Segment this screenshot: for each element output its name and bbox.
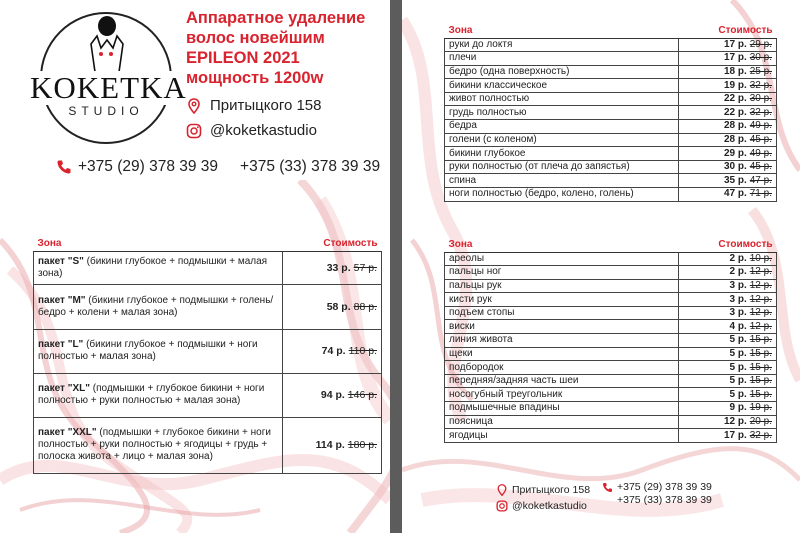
- instagram[interactable]: [186, 122, 317, 139]
- price: 5 р.: [729, 361, 747, 373]
- old-price: 12 р.: [749, 266, 772, 278]
- table-row: [445, 147, 777, 161]
- price: 3 р.: [729, 293, 747, 305]
- price: 28 р.: [723, 120, 747, 132]
- zone-name: ягодицы: [449, 429, 488, 441]
- table-row: [445, 188, 777, 202]
- table-row: [445, 120, 777, 134]
- table-row: [445, 361, 777, 375]
- zone-name: плечи: [449, 52, 477, 64]
- headline-line: мощность 1200w: [186, 69, 324, 87]
- table-row: [445, 160, 777, 174]
- address: [186, 97, 322, 114]
- table-row: [445, 133, 777, 147]
- price: 30 р.: [723, 161, 747, 173]
- table-row: [445, 306, 777, 320]
- old-price: 15 р.: [749, 388, 772, 400]
- old-price: 29 р.: [749, 38, 772, 50]
- zone-header: Зона: [34, 237, 283, 251]
- package-name: пакет "S": [38, 255, 84, 267]
- price-list-page-left: [0, 0, 390, 533]
- packages-table: [33, 237, 382, 474]
- woman-silhouette-icon: [85, 14, 127, 72]
- table-row: [445, 429, 777, 443]
- package-name: пакет "XXL": [38, 427, 97, 438]
- table-row: [445, 79, 777, 93]
- table-row: [445, 252, 777, 266]
- table-row: [445, 266, 777, 280]
- zone-name: пальцы ног: [449, 266, 502, 278]
- zone-name: руки до локтя: [449, 38, 513, 50]
- old-price: 12 р.: [749, 307, 772, 319]
- phone-2[interactable]: +375 (33) 378 39 39: [617, 494, 712, 506]
- old-price: 88 р.: [353, 300, 377, 313]
- location-pin-icon: [186, 98, 202, 114]
- old-price: 47 р.: [749, 174, 772, 186]
- old-price: 32 р.: [749, 79, 772, 91]
- zone-name: виски: [449, 320, 475, 332]
- table-row: [445, 320, 777, 334]
- zone-name: линия живота: [449, 334, 513, 346]
- zone-name: спина: [449, 174, 477, 186]
- package-desc: (бикини глубокое + подмышки + ноги полностью + малая зона): [38, 339, 258, 362]
- package-name: пакет "L": [38, 339, 84, 350]
- zone-name: поясница: [449, 415, 493, 427]
- old-price: 45 р.: [749, 133, 772, 145]
- phone-2[interactable]: +375 (33) 378 39 39: [240, 158, 381, 175]
- price: 3 р.: [729, 307, 747, 319]
- price-header: Стоимость: [679, 238, 777, 252]
- table-row: [34, 251, 382, 284]
- price: 22 р.: [723, 93, 747, 105]
- zone-name: подмышечные впадины: [449, 402, 560, 414]
- old-price: 49 р.: [749, 120, 772, 132]
- price: 58 р.: [326, 300, 351, 313]
- price: 12 р.: [723, 415, 747, 427]
- price: 19 р.: [723, 79, 747, 91]
- old-price: 12 р.: [749, 320, 772, 332]
- zone-name: пальцы рук: [449, 279, 502, 291]
- price: 74 р.: [321, 345, 346, 357]
- table-row: [445, 374, 777, 388]
- table-row: [445, 347, 777, 361]
- old-price: 57 р.: [353, 261, 377, 274]
- package-name: пакет "XL": [38, 383, 90, 394]
- price: 22 р.: [723, 106, 747, 118]
- price: 9 р.: [729, 402, 747, 414]
- price: 114 р.: [315, 439, 345, 451]
- zones-small-table: [444, 238, 777, 443]
- address-text: Притыцкого 158: [512, 484, 591, 496]
- table-row: [445, 415, 777, 429]
- zone-header: Зона: [445, 238, 679, 252]
- price: 18 р.: [723, 65, 747, 77]
- instagram-icon: [496, 500, 508, 512]
- instagram-handle: @koketkastudio: [210, 122, 317, 139]
- price-list-page-right: [402, 0, 800, 533]
- zone-name: голени (с коленом): [449, 133, 537, 145]
- price: 17 р.: [723, 429, 747, 441]
- old-price: 20 р.: [749, 415, 772, 427]
- zone-name: грудь полностью: [449, 106, 527, 118]
- old-price: 180 р.: [347, 439, 377, 451]
- old-price: 32 р.: [749, 106, 772, 118]
- table-row: [34, 329, 382, 373]
- table-row: [445, 52, 777, 66]
- package-name: пакет "M": [38, 294, 86, 306]
- zone-name: передняя/задняя часть шеи: [449, 375, 579, 387]
- table-row: [445, 65, 777, 79]
- zones-large-table: [444, 24, 777, 202]
- headline-line: Аппаратное удаление: [186, 9, 366, 27]
- zone-name: бикини классическое: [449, 79, 548, 91]
- table-row: [445, 106, 777, 120]
- headline-line: волос новейшим: [186, 29, 325, 47]
- bottom-instagram[interactable]: [496, 500, 587, 512]
- old-price: 146 р.: [347, 389, 377, 401]
- old-price: 15 р.: [749, 334, 772, 346]
- zone-name: ноги полностью (бедро, колено, голень): [449, 188, 634, 200]
- instagram-handle: @koketkastudio: [512, 500, 587, 512]
- old-price: 15 р.: [749, 375, 772, 387]
- price: 47 р.: [723, 188, 747, 200]
- price: 5 р.: [729, 347, 747, 359]
- price: 5 р.: [729, 375, 747, 387]
- table-row: [34, 373, 382, 417]
- phone-icon: [56, 159, 72, 175]
- old-price: 19 р.: [749, 402, 772, 414]
- zone-name: бедро (одна поверхность): [449, 65, 570, 77]
- price: 33 р.: [326, 261, 351, 274]
- table-row: [445, 92, 777, 106]
- old-price: 110 р.: [348, 345, 377, 357]
- table-row: [445, 174, 777, 188]
- price: 3 р.: [729, 279, 747, 291]
- table-row: [445, 38, 777, 52]
- price: 29 р.: [723, 147, 747, 159]
- old-price: 25 р.: [749, 65, 772, 77]
- location-pin-icon: [496, 484, 508, 496]
- package-desc: (бикини глубокое + подмышки + голень/бедро + колени + малая зона): [38, 294, 274, 318]
- old-price: 32 р.: [749, 429, 772, 441]
- table-row: [445, 388, 777, 402]
- brand-subtitle: STUDIO: [68, 104, 144, 118]
- package-desc: (подмышки + глубокое бикини + ноги полностью + руки полностью + малая зона): [38, 383, 265, 406]
- table-row: [445, 334, 777, 348]
- old-price: 49 р.: [749, 147, 772, 159]
- price-header: Стоимость: [283, 237, 382, 251]
- zone-header: Зона: [445, 24, 679, 38]
- headline: [186, 8, 386, 88]
- old-price: 30 р.: [749, 93, 772, 105]
- old-price: 30 р.: [749, 52, 772, 64]
- phone-1[interactable]: +375 (29) 378 39 39: [617, 481, 712, 493]
- price: 2 р.: [729, 252, 747, 264]
- price: 4 р.: [729, 320, 747, 332]
- old-price: 10 р.: [749, 252, 772, 264]
- table-row: [445, 279, 777, 293]
- bottom-address: [496, 484, 590, 496]
- package-desc: (бикини глубокое + подмышки + малая зона): [38, 255, 268, 279]
- bottom-phones: [602, 481, 712, 507]
- zone-name: ареолы: [449, 252, 485, 264]
- zone-name: подъем стопы: [449, 307, 515, 319]
- table-row: [445, 293, 777, 307]
- zone-name: живот полностью: [449, 93, 530, 105]
- price: 28 р.: [723, 133, 747, 145]
- zone-name: бедра: [449, 120, 477, 132]
- price: 94 р.: [320, 389, 345, 401]
- phone-icon: [602, 482, 613, 493]
- zone-name: щеки: [449, 347, 473, 359]
- old-price: 71 р.: [749, 188, 772, 200]
- table-row: [34, 284, 382, 329]
- old-price: 12 р.: [749, 279, 772, 291]
- zone-name: носогубный треугольник: [449, 388, 563, 400]
- table-row: [445, 402, 777, 416]
- zone-name: бикини глубокое: [449, 147, 526, 159]
- table-row: [34, 417, 382, 473]
- brand-name: KOKETKA: [30, 70, 187, 105]
- zone-name: кисти рук: [449, 293, 492, 305]
- price: 5 р.: [729, 334, 747, 346]
- phone-1[interactable]: +375 (29) 378 39 39: [78, 158, 219, 175]
- price: 17 р.: [723, 38, 747, 50]
- instagram-icon: [186, 123, 202, 139]
- price: 5 р.: [729, 388, 747, 400]
- zone-name: подбородок: [449, 361, 504, 373]
- price: 35 р.: [723, 174, 747, 186]
- headline-line: EPILEON 2021: [186, 49, 300, 67]
- old-price: 45 р.: [749, 161, 772, 173]
- address-text: Притыцкого 158: [210, 97, 322, 114]
- zone-name: руки полностью (от плеча до запястья): [449, 161, 630, 173]
- price: 2 р.: [729, 266, 747, 278]
- package-desc: (подмышки + глубокое бикини + ноги полностью + руки полностью + ягодицы + грудь + полоска живота + лицо + малая зона): [38, 427, 271, 462]
- price: 17 р.: [723, 52, 747, 64]
- old-price: 15 р.: [749, 347, 772, 359]
- old-price: 15 р.: [749, 361, 772, 373]
- phone-numbers: [56, 158, 380, 176]
- old-price: 12 р.: [749, 293, 772, 305]
- price-header: Стоимость: [679, 24, 777, 38]
